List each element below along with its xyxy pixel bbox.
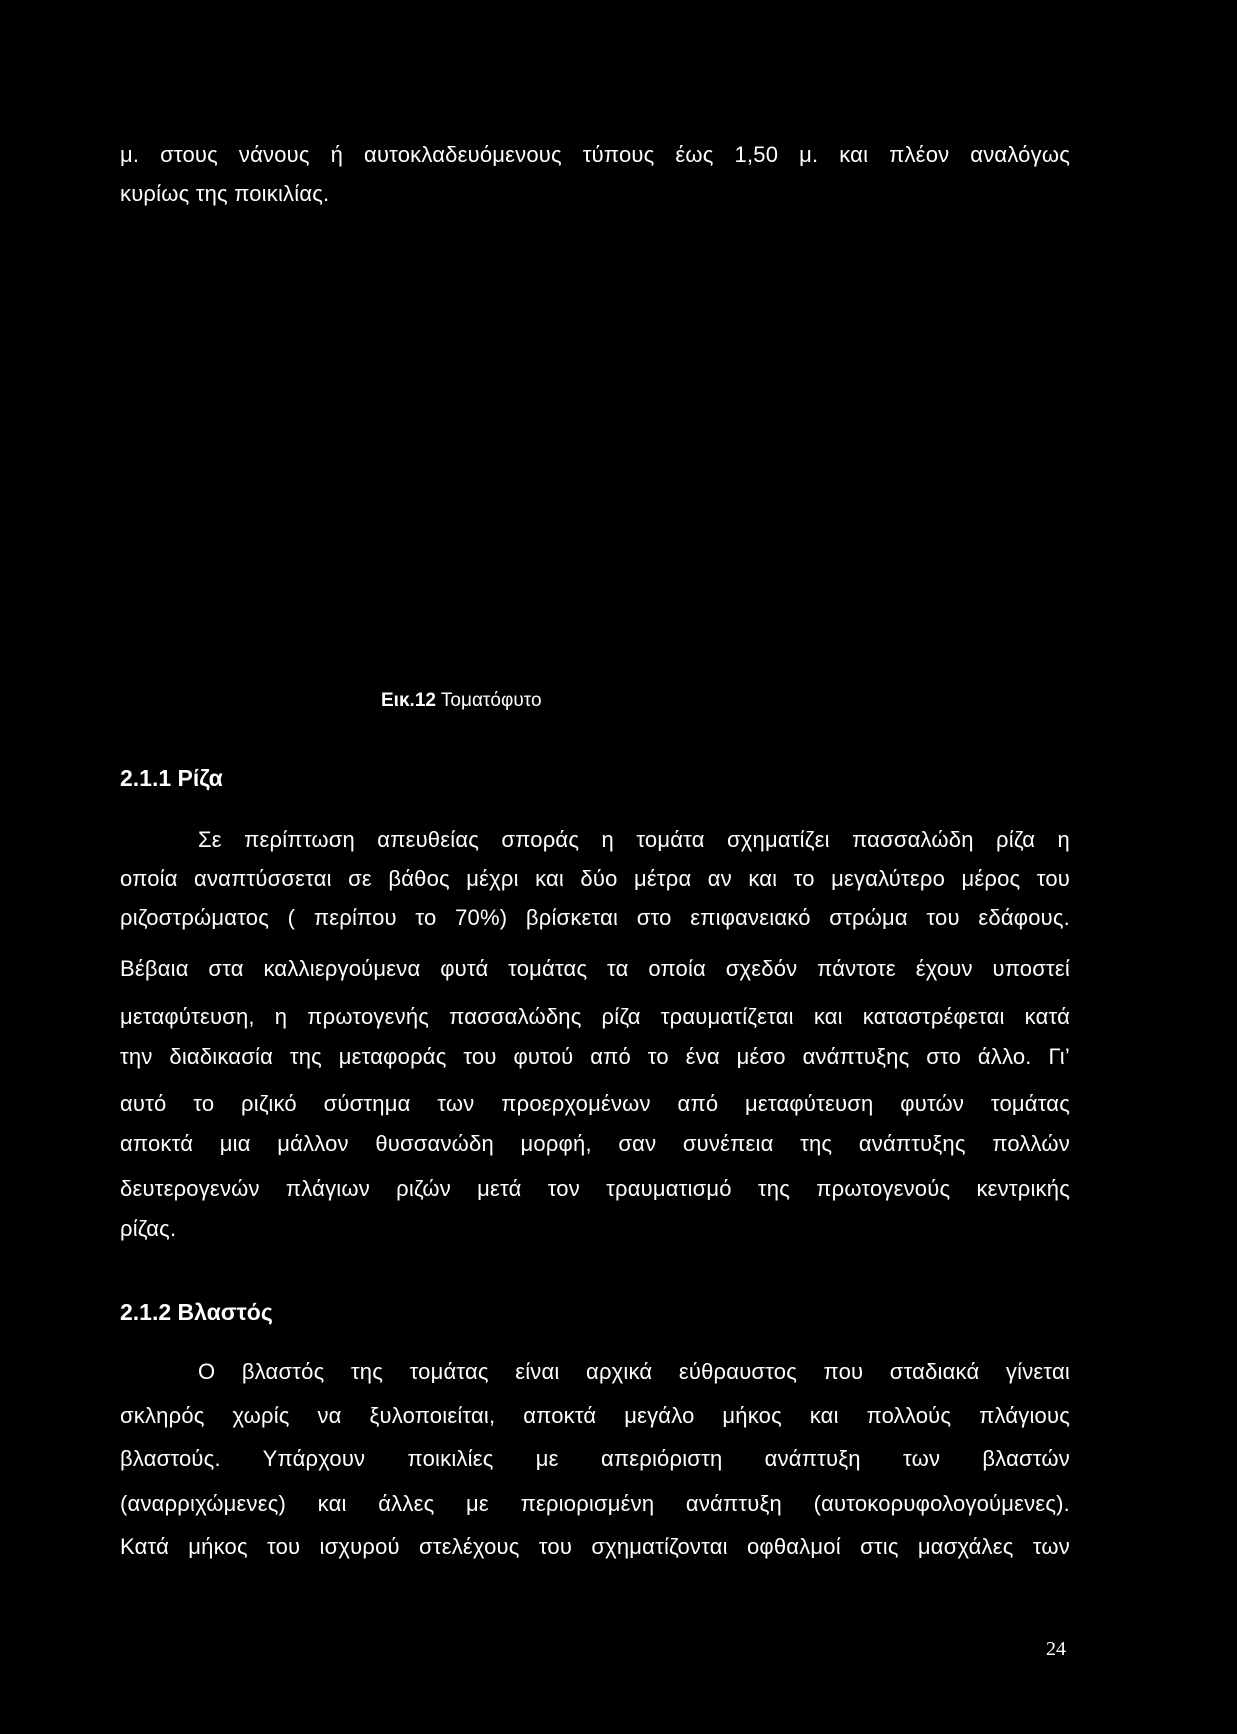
root-para-line-8: αποκτά μια μάλλον θυσσανώδη μορφή, σαν συνέπεια της ανάπτυξης πολλών: [120, 1131, 1070, 1156]
stem-para-line-4: (αναρριχώμενες) και άλλες με περιορισμένη ανάπτυξη (αυτοκορυφολογούμενες).: [120, 1491, 1070, 1516]
stem-para-line-2: σκληρός χωρίς να ξυλοποιείται, αποκτά μεγάλο μήκος και πολλούς πλάγιους: [120, 1403, 1070, 1428]
root-para-line-3: ριζοστρώματος ( περίπου το 70%) βρίσκεται στο επιφανειακό στρώμα του εδάφους.: [120, 905, 1070, 930]
stem-para-line-1: Ο βλαστός της τομάτας είναι αρχικά εύθραυστος που σταδιακά γίνεται: [198, 1359, 1070, 1384]
figure-number: Εικ.12: [381, 690, 436, 711]
root-para-line-10: ρίζας.: [120, 1216, 177, 1241]
section-root-number: 2.1.1: [120, 765, 172, 791]
section-root-title: Ρίζα: [177, 765, 223, 791]
section-stem-number: 2.1.2: [120, 1299, 172, 1325]
page-number: 24: [1046, 1638, 1066, 1660]
root-para-line-9: δευτερογενών πλάγιων ριζών μετά τον τραυματισμό της πρωτογενούς κεντρικής: [120, 1176, 1070, 1201]
section-stem-title: Βλαστός: [177, 1299, 273, 1325]
figure-caption: [381, 688, 542, 714]
intro-line-2: κυρίως της ποικιλίας.: [120, 181, 330, 206]
root-para-line-5: μεταφύτευση, η πρωτογενής πασσαλώδης ρίζα τραυματίζεται και καταστρέφεται κατά: [120, 1004, 1070, 1029]
root-para-line-1: Σε περίπτωση απευθείας σποράς η τομάτα σχηματίζει πασσαλώδη ρίζα η: [198, 827, 1070, 852]
section-heading-stem: [120, 1297, 273, 1327]
root-para-line-4: Βέβαια στα καλλιεργούμενα φυτά τομάτας τα οποία σχεδόν πάντοτε έχουν υποστεί: [120, 956, 1070, 981]
root-para-line-2: οποία αναπτύσσεται σε βάθος μέχρι και δύο μέτρα αν και το μεγαλύτερο μέρος του: [120, 866, 1070, 891]
stem-para-line-3: βλαστούς. Υπάρχουν ποικιλίες με απεριόριστη ανάπτυξη των βλαστών: [120, 1446, 1070, 1471]
root-para-line-7: αυτό το ριζικό σύστημα των προερχομένων από μεταφύτευση φυτών τομάτας: [120, 1091, 1070, 1116]
section-heading-root: [120, 763, 223, 793]
figure-caption-text: Τοματόφυτο: [440, 690, 542, 711]
stem-para-line-5: Κατά μήκος του ισχυρού στελέχους του σχηματίζονται οφθαλμοί στις μασχάλες των: [120, 1534, 1070, 1559]
root-para-line-6: την διαδικασία της μεταφοράς του φυτού από το ένα μέσο ανάπτυξης στο άλλο. Γι’: [120, 1044, 1070, 1069]
intro-line-1: μ. στους νάνους ή αυτοκλαδευόμενους τύπους έως 1,50 μ. και πλέον αναλόγως: [120, 142, 1070, 167]
